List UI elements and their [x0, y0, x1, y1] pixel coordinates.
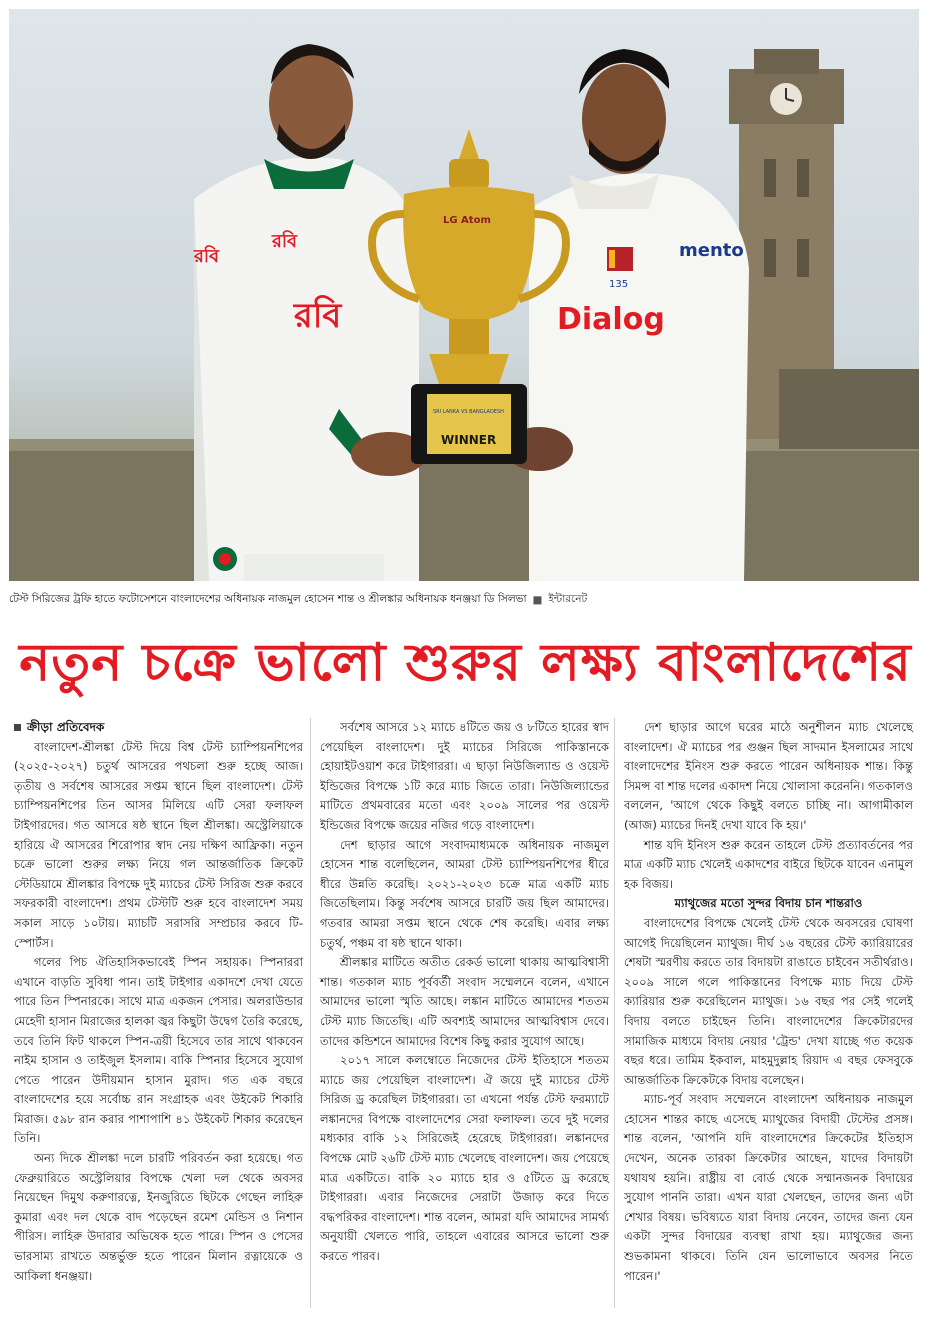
photo-illustration	[9, 9, 919, 581]
srilanka-captain	[529, 49, 749, 581]
paragraph: ২০১৭ সালে কলম্বোতে নিজেদের টেস্ট ইতিহাসে শততম ম্যাচে জয় পেয়েছিল বাংলাদেশ। ঐ জয়ে দুই ম্যাচের টেস্ট সিরিজ ড্র করেছিল টাইগাররা। তা এখনো পর্যন্ত টেস্ট ফরম্যাটে লঙ্কানদের বিপক্ষে বাংলাদেশের সেরা ফলাফল। তবে দুই দলের মধ্যকার বাকি ১২ সিরিজেই হেরেছে টাইগাররা। লঙ্কানদের বিপক্ষে মোট ২৬টি টেস্ট ম্যাচ খেলেছে বাংলাদেশ। জয় পেয়েছে মাত্র একটিতে। বাকি ২০ ম্যাচে হার ও ৫টিতে ড্র করেছে টাইগাররা। এবার নিজেদের সেরাটা উজাড় করে দিতে বদ্ধপরিকর বাংলাদেশ। শান্ত বলেন, আমরা যদি আমাদের সামর্থ্য অনুযায়ী খেলতে পারি, তাহলে এবারের আসরে ভালো শুরু করতে পারব।	[320, 1053, 609, 1264]
badge-number: 135	[609, 279, 629, 290]
caption-text: টেস্ট সিরিজের ট্রফি হাতে ফটোসেশনে বাংলাদেশের অধিনায়ক নাজমুল হোসেন শান্ত ও শ্রীলঙ্কার অধিনায়ক ধনঞ্জয়া ডি সিলভা	[9, 592, 527, 605]
hero-photo	[9, 9, 919, 581]
left-chest-sponsor: রবি	[294, 296, 342, 336]
paragraph: দেশ ছাড়ার আগে ঘরের মাঠে অনুশীলন ম্যাচ খেলেছে বাংলাদেশ। ঐ ম্যাচের পর গুঞ্জন ছিল সাদমান ইসলামের সাথে বাংলাদেশের ইনিংস শুরু করতে পারেন অধিনায়ক শান্ত। কিন্তু সিমন্স বা শান্ত দলের একাদশ নিয়ে খোলাসা করেননি। গতকালও বললেন, 'আগে থেকে কিছুই বলতে চাচ্ছি না। আগামীকাল (আজ) ম্যাচের দিনই দেখা যাবে কি হয়।'	[624, 720, 913, 832]
left-shoulder-sponsor: রবি	[272, 231, 298, 252]
paragraph: বাংলাদেশের বিপক্ষে খেলেই টেস্ট থেকে অবসরের ঘোষণা আগেই দিয়েছিলেন ম্যাথুজ। দীর্ঘ ১৬ বছরের টেস্ট ক্যারিয়ারের শেষটা স্মরণীয় করতে তার বিদায়টা রাঙাতে চাইবেন সতীর্থরাও। ২০০৯ সালে গলে পাকিস্তানের বিপক্ষে ম্যাচ দিয়ে টেস্ট ক্যারিয়ার শুরু করেছিলেন ম্যাথুজ। ১৬ বছর পর সেই গলেই বিদায় বলতে চাইছেন তিনি। বাংলাদেশের ক্রিকেটারদের সামাজিক মাধ্যমে বিদায় নেয়ার 'ট্রেন্ড' দেখা যাচ্ছে গত কয়েক বছর ধরে। তামিম ইকবাল, মাহমুদুল্লাহ রিয়াদ এ বছর ফেসবুকে আন্তর্জাতিক ক্রিকেটকে বিদায় বলেছেন।	[624, 915, 913, 1087]
column-divider	[614, 718, 615, 1308]
headline: নতুন চক্রে ভালো শুরুর লক্ষ্য বাংলাদেশের	[19, 633, 912, 693]
paragraph: শান্ত যদি ইনিংস শুরু করেন তাহলে টেস্ট প্রত্যাবর্তনের পর মাত্র একটি ম্যাচ খেলেই একাদশের বাইরে ছিটকে যাবেন এনামুল হক বিজয়।	[624, 837, 913, 891]
trophy-top-text: LG Atom	[443, 215, 491, 226]
subheading: ম্যাথুজের মতো সুন্দর বিদায় চান শান্তরাও	[674, 896, 863, 911]
article-column-1	[14, 718, 303, 1286]
paragraph: অন্য দিকে শ্রীলঙ্কা দলে চারটি পরিবর্তন করা হয়েছে। গত ফেব্রুয়ারিতে অস্ট্রেলিয়ার বিপক্ষে খেলা দল থেকে অবসর নিয়েছেন দিমুথ করুণারত্নে, ইনজুরিতে ছিটকে গেছেন লাহিরু কুমারা এবং দল থেকে বাদ পড়েছেন রমেশ মেন্ডিস ও নিশান পীরিস। লাহিরু উদারার অভিষেক হতে পারে। স্পিন ও পেসের ভারসাম্য রাখতে অন্তর্ভুক্ত হতে পারেন মিলান রত্নায়েকে ও আকিলা ধনঞ্জয়া।	[14, 1151, 303, 1283]
article-column-3	[624, 718, 913, 1286]
trophy-label: SRI LANKA VS BANGLADESH	[433, 409, 504, 415]
right-sleeve-sponsor: mento	[679, 240, 744, 261]
article-column-2	[320, 718, 609, 1267]
byline-text: ক্রীড়া প্রতিবেদক	[27, 720, 105, 734]
bangladesh-captain	[193, 44, 419, 581]
paragraph: সর্বশেষ আসরে ১২ ম্যাচে ৪টিতে জয় ও ৮টিতে হারের স্বাদ পেয়েছিল বাংলাদেশ। দুই ম্যাচের সিরিজে পাকিস্তানকে হোয়াইটওয়াশ করে টাইগাররা। এ ছাড়া নিউজিল্যান্ড ও ওয়েস্ট ইন্ডিজের বিপক্ষে ১টি করে ম্যাচ জিতে তারা। নিউজিল্যান্ডের মাটিতে প্রথমবারের মতো এবং ২০০৯ সালের পর ওয়েস্ট ইন্ডিজের বিপক্ষে জয়ের নজির গড়ে বাংলাদেশ।	[320, 720, 609, 832]
caption-credit: ইন্টারনেট	[548, 592, 588, 605]
paragraph: গলের পিচ ঐতিহাসিকভাবেই স্পিন সহায়ক। স্পিনাররা এখানে বাড়তি সুবিধা পান। তাই টাইগার একাদশে দেখা যেতে পারে তিন স্পিনারকে। সাথে মাত্র একজন পেসার। অলরাউন্ডার মেহেদী হাসান মিরাজের হালকা জ্বর কিছুটা উদ্বেগ তৈরি করেছে, তবে তিনি ফিট থাকলে স্পিন-ত্রয়ী হিসেবে তার সাথে থাকবেন নাইম হাসান ও তাইজুল ইসলাম। বাকি স্পিনার হিসেবে সুযোগ পেতে পারেন উদীয়মান হাসান মুরাদ। গত এক বছরে বাংলাদেশের হয়ে সর্বোচ্চ রান সংগ্রাহক এবং উইকেট শিকারি মিরাজ। ৫৯৮ রান করার পাশাপাশি ৪১ উইকেট শিকার করেছেন তিনি।	[14, 955, 303, 1146]
left-sleeve-sponsor: রবি	[194, 246, 220, 267]
caption-separator-icon: ■	[532, 594, 543, 606]
paragraph: দেশ ছাড়ার আগে সংবাদমাধ্যমকে অধিনায়ক নাজমুল হোসেন শান্ত বলেছিলেন, আমরা টেস্ট চ্যাম্পিয়নশিপের ধীরে ধীরে উন্নতি করেছি। ২০২১-২০২৩ চক্রে মাত্র একটি ম্যাচ জিতেছিলাম। কিন্তু সর্বশেষ আসরে চারটি জয় ছিল আমাদের। গতবার আমরা সপ্তম স্থানে থেকে শেষ করেছি। এবার লক্ষ্য চতুর্থ, পঞ্চম বা ষষ্ঠ স্থানে থাকা।	[320, 837, 609, 950]
bullet-icon	[14, 724, 21, 731]
column-divider	[310, 718, 311, 1308]
photo-caption	[9, 589, 919, 611]
fort-wall	[9, 449, 919, 581]
right-chest-sponsor: Dialog	[557, 302, 665, 337]
paragraph: ম্যাচ-পূর্ব সংবাদ সম্মেলনে বাংলাদেশ অধিনায়ক নাজমুল হোসেন শান্তর কাছে এসেছে ম্যাথুজের বিদায়ী টেস্টের প্রসঙ্গ। শান্ত বলেন, 'আপনি যদি বাংলাদেশের ক্রিকেটের ইতিহাস দেখেন, অনেক তারকা ক্রিকেটার আছেন, যাদের বিদায়টা যথাযথ হয়নি। রাষ্ট্রীয় বা বোর্ড থেকে সম্মানজনক বিদায়ের সুযোগ পাননি তারা। এখন যারা খেলছেন, তাদের জন্য এটা শেখার বিষয়। ভবিষ্যতে যারা বিদায় নেবেন, তাদের জন্য যেন একটা সুন্দর বিদায়ের ব্যবস্থা রাখা হয়। ম্যাথুজের জন্য শুভকামনা থাকবে। তিনি যেন ভালোভাবে অবসর নিতে পারেন।'	[624, 1092, 913, 1283]
paragraph: বাংলাদেশ-শ্রীলঙ্কা টেস্ট দিয়ে বিশ্ব টেস্ট চ্যাম্পিয়নশিপের (২০২৫-২০২৭) চতুর্থ আসরের পথচলা শুরু হচ্ছে আজ। তৃতীয় ও সর্বশেষ আসরের সপ্তম স্থানে ছিল বাংলাদেশ। টেস্ট চ্যাম্পিয়নশিপের তিন আসর মিলিয়ে এটি সেরা ফলাফল টাইগারদের। গত আসরে ষষ্ঠ স্থানে ছিল শ্রীলঙ্কা। অস্ট্রেলিয়াকে হারিয়ে ঐ আসরের শিরোপার স্বাদ নেয় দক্ষিণ আফ্রিকা। নতুন চক্রে ভালো শুরুর লক্ষ্য নিয়ে গল আন্তর্জাতিক ক্রিকেট স্টেডিয়ামে শ্রীলঙ্কার বিপক্ষে দুই ম্যাচের টেস্ট সিরিজ শুরু করবে সফরকারী বাংলাদেশ। প্রথম টেস্টটি শুরু হবে বাংলাদেশ সময় সকাল সাড়ে ১০টায়। ম্যাচটি সরাসরি সম্প্রচার করবে টি-স্পোর্টস।	[14, 739, 303, 950]
trophy-plaque: WINNER	[441, 433, 497, 447]
byline	[14, 718, 303, 738]
paragraph: শ্রীলঙ্কার মাটিতে অতীত রেকর্ড ভালো থাকায় আত্মবিশ্বাসী শান্ত। গতকাল ম্যাচ পূর্ববর্তী সংবাদ সম্মেলনে বলেন, এখানে আমাদের ভালো স্মৃতি আছে। লঙ্কান মাটিতে আমাদের শততম টেস্ট ম্যাচ জিতেছি। এটি অবশ্যই আমাদের আত্মবিশ্বাস দেবে। তাদের কন্ডিশনে আমাদের বিশেষ কিছু করার সুযোগ আছে।	[320, 955, 609, 1048]
